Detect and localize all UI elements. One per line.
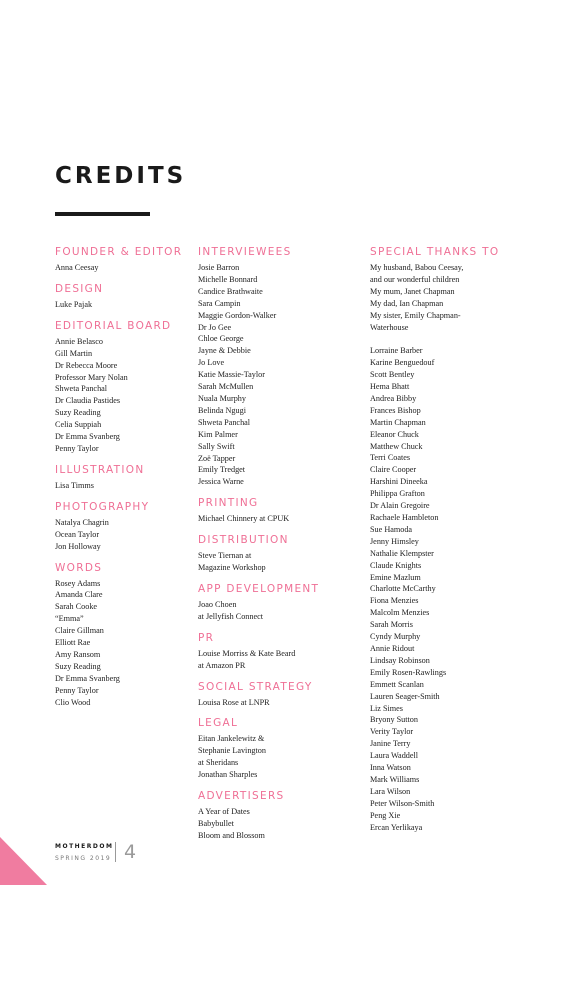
credit-name: Suzy Reading (55, 661, 101, 671)
credit-name: Joao Choen (198, 599, 237, 609)
credit-name: Jo Love (198, 358, 225, 368)
credit-name: Inna Watson (370, 763, 411, 773)
name-list (55, 578, 190, 709)
credit-name: Lara Wilson (370, 786, 411, 796)
section-heading: PR (198, 631, 215, 644)
credit-section (198, 717, 363, 781)
credit-name: Charlotte McCarthy (370, 584, 436, 594)
credit-name: Janine Terry (370, 739, 411, 749)
credit-section (198, 534, 363, 574)
credit-name: Martin Chapman (370, 417, 426, 427)
name-list (198, 806, 363, 842)
section-heading: ADVERTISERS (198, 790, 285, 803)
credit-name: Nuala Murphy (198, 393, 246, 403)
credit-name: Babybullet (198, 819, 234, 828)
credit-section (198, 632, 363, 672)
credit-name: Sally Swift (198, 441, 235, 451)
credit-name: Jessica Warne (198, 477, 244, 487)
credit-name: Dr Claudia Pastides (55, 396, 121, 406)
credit-name: Penny Taylor (55, 685, 99, 695)
section-heading: ILLUSTRATION (55, 463, 145, 476)
credit-name: at Sheridans (198, 758, 239, 768)
credit-name: Magazine Workshop (198, 563, 266, 573)
credit-name: Philippa Grafton (370, 489, 425, 499)
section-heading: DISTRIBUTION (198, 534, 289, 547)
credit-name: Clio Wood (55, 697, 91, 707)
credit-name: Bryony Sutton (370, 715, 418, 725)
credit-name: Jenny Himsley (370, 536, 419, 546)
credit-name: Gill Martin (55, 348, 93, 358)
credit-name: at Jellyfish Connect (198, 611, 264, 621)
credit-name: Frances Bishop (370, 405, 421, 415)
credit-name: Anna Ceesay (55, 263, 99, 272)
credit-section (55, 464, 190, 492)
credit-name: Sara Campin (198, 298, 241, 308)
credit-name: A Year of Dates (198, 807, 250, 817)
section-heading: SPECIAL THANKS TO (370, 246, 500, 258)
credit-name: Dr Jo Gee (198, 322, 232, 332)
section-heading: APP DEVELOPMENT (198, 582, 320, 595)
corner-triangle-decoration (0, 837, 47, 885)
name-list (55, 480, 190, 492)
credit-section (55, 501, 190, 553)
credit-section (55, 283, 190, 311)
section-heading: WORDS (55, 561, 103, 574)
name-list (198, 550, 363, 574)
credit-name: Fiona Menzies (370, 596, 419, 606)
credit-name: Emily Tredget (198, 465, 246, 475)
credit-name: Sarah Morris (370, 620, 413, 630)
credit-name: Bloom and Blossom (198, 830, 265, 840)
credit-name: Lisa Timms (55, 480, 94, 490)
name-list (198, 733, 363, 781)
credit-section (55, 320, 190, 455)
credit-name: Dr Emma Svanberg (55, 673, 120, 683)
credit-name: Dr Alain Gregoire (370, 501, 430, 511)
credit-name: Annie Belasco (55, 336, 103, 346)
credit-name: Louise Morriss & Kate Beard (198, 648, 296, 658)
credit-name: Natalya Chagrin (55, 517, 109, 527)
credit-name: Rachaele Hambleton (370, 513, 439, 523)
credit-name: Kim Palmer (198, 429, 238, 439)
credits-column-3 (370, 246, 555, 842)
credit-name: My dad, Ian Chapman (370, 298, 444, 308)
credit-name: Katie Massie-Taylor (198, 370, 265, 380)
footer-issue: SPRING 2019 (55, 855, 112, 862)
credit-name: Ercan Yerlikaya (370, 822, 423, 832)
credit-name: Emmett Scanlan (370, 679, 424, 689)
credit-section (55, 562, 190, 709)
credit-name: Luke Pajak (55, 299, 93, 309)
credit-name: Lindsay Robinson (370, 655, 430, 665)
credit-name: Michael Chinnery at CPUK (198, 514, 290, 524)
credit-name: Waterhouse (370, 322, 409, 332)
section-heading: LEGAL (198, 717, 239, 730)
credit-name: Terri Coates (370, 453, 411, 463)
credit-name: Sarah Cooke (55, 602, 98, 612)
credit-name: Liz Simes (370, 703, 403, 713)
credit-name: Laura Waddell (370, 751, 419, 761)
credit-name: Shweta Panchal (198, 417, 251, 427)
credit-name: Zoë Tapper (198, 453, 236, 463)
credit-section (198, 681, 363, 709)
credit-name: Peter Wilson-Smith (370, 798, 435, 808)
name-list (198, 262, 363, 488)
credit-name: Emine Mazlum (370, 572, 421, 582)
credit-name: Matthew Chuck (370, 441, 423, 451)
credit-section (55, 246, 190, 274)
name-list (55, 517, 190, 553)
credit-name: Maggie Gordon-Walker (198, 310, 277, 320)
section-heading: DESIGN (55, 282, 104, 295)
credit-name: “Emma” (55, 614, 84, 624)
name-list (198, 599, 363, 623)
credit-name: My sister, Emily Chapman- (370, 310, 461, 320)
credit-name: Dr Emma Svanberg (55, 432, 120, 442)
credit-name: Eitan Jankelewitz & (198, 734, 265, 744)
credit-name: Scott Bentley (370, 370, 415, 380)
credit-name: My mum, Janet Chapman (370, 286, 455, 296)
name-list (55, 299, 190, 311)
credit-name: Rosey Adams (55, 578, 101, 588)
credit-name: Lorraine Barber (370, 346, 423, 356)
credit-name: Belinda Ngugi (198, 405, 246, 415)
credit-section (370, 246, 555, 833)
credit-name: Emily Rosen-Rawlings (370, 667, 447, 677)
name-list (55, 262, 190, 274)
credits-column-2 (198, 246, 363, 851)
credit-name: Nathalie Klempster (370, 548, 434, 558)
credit-name: Ocean Taylor (55, 529, 100, 539)
credit-name: Amanda Clare (55, 590, 103, 600)
credit-name: Hema Bhatt (370, 382, 410, 392)
name-list (370, 262, 555, 833)
credit-name: Claire Gillman (55, 626, 104, 636)
name-list (198, 513, 363, 525)
name-list (55, 336, 190, 455)
credit-name: Karine Benguedouf (370, 358, 435, 368)
credit-name: Claude Knights (370, 560, 422, 570)
credit-name: Josie Barron (198, 263, 240, 272)
section-heading: PHOTOGRAPHY (55, 500, 150, 513)
footer-brand: MOTHERDOM (55, 843, 114, 850)
credit-section (198, 790, 363, 842)
credit-name: Eleanor Chuck (370, 429, 419, 439)
credit-name: Cyndy Murphy (370, 632, 421, 642)
credit-name: Suzy Reading (55, 408, 101, 418)
credit-name: Sue Hamoda (370, 524, 413, 534)
credit-name: Stephanie Lavington (198, 746, 266, 756)
credit-section (198, 583, 363, 623)
credit-name: My husband, Babou Ceesay, (370, 263, 464, 272)
credit-name: Lauren Seager-Smith (370, 691, 440, 701)
name-list (198, 648, 363, 672)
credit-section (198, 497, 363, 525)
list-spacer (370, 333, 555, 345)
credit-name: Chloe George (198, 334, 244, 344)
footer-divider (115, 842, 116, 862)
credit-name: Steve Tiernan at (198, 551, 252, 561)
credit-name: Claire Cooper (370, 465, 417, 475)
section-heading: PRINTING (198, 497, 259, 510)
section-heading: EDITORIAL BOARD (55, 319, 172, 332)
name-list (198, 697, 363, 709)
credit-name: Annie Ridout (370, 643, 415, 653)
credits-column-1 (55, 246, 190, 717)
credit-name: Mark Williams (370, 774, 420, 784)
credit-name: Celia Suppiah (55, 420, 102, 430)
section-heading: FOUNDER & EDITOR (55, 246, 183, 258)
credit-name: Michelle Bonnard (198, 274, 258, 284)
credit-name: Amy Ransom (55, 649, 101, 659)
credit-name: Dr Rebecca Moore (55, 360, 118, 370)
credit-name: Verity Taylor (370, 727, 414, 737)
credit-name: Jonathan Sharples (198, 770, 258, 780)
credit-section (198, 246, 363, 488)
credit-name: Peng Xie (370, 810, 401, 820)
title-underline (55, 212, 150, 216)
credit-name: and our wonderful children (370, 274, 460, 284)
section-heading: SOCIAL STRATEGY (198, 680, 313, 693)
page-number: 4 (124, 841, 137, 863)
credit-name: Penny Taylor (55, 443, 99, 453)
credit-name: Elliott Rae (55, 638, 91, 648)
credit-name: Malcolm Menzies (370, 608, 430, 618)
credit-name: Jayne & Debbie (198, 346, 251, 356)
credit-name: Sarah McMullen (198, 382, 254, 392)
section-heading: INTERVIEWEES (198, 246, 292, 258)
credit-name: Andrea Bibby (370, 393, 417, 403)
credit-name: Shweta Panchal (55, 384, 108, 394)
credit-name: Harshini Dineeka (370, 477, 428, 487)
page-title: CREDITS (55, 163, 187, 189)
credit-name: Louisa Rose at LNPR (198, 697, 270, 707)
credit-name: Professor Mary Nolan (55, 372, 128, 382)
credit-name: Candice Brathwaite (198, 286, 263, 296)
credit-name: Jon Holloway (55, 541, 101, 551)
credit-name: at Amazon PR (198, 660, 246, 670)
